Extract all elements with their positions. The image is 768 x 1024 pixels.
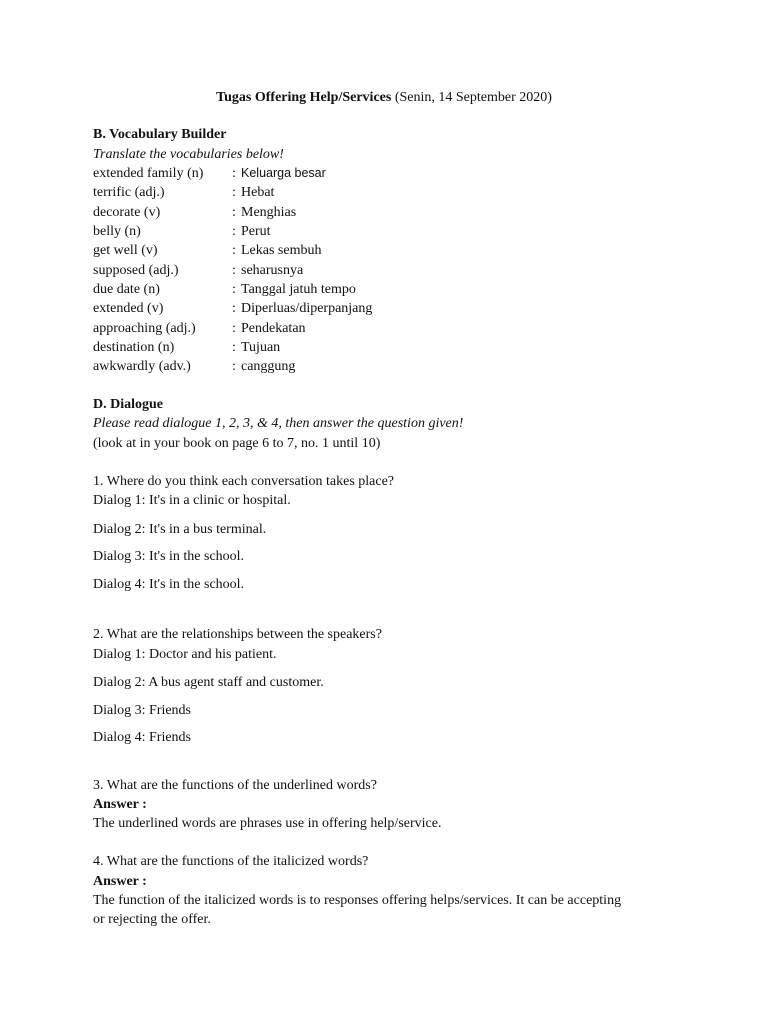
answer-text: The underlined words are phrases use in offering help/service.	[93, 816, 442, 831]
vocab-colon: :	[232, 205, 236, 220]
answer-line: Dialog 2: A bus agent staff and customer.	[93, 675, 324, 690]
vocab-translation: Tanggal jatuh tempo	[241, 282, 356, 297]
vocab-translation: Keluarga besar	[241, 166, 326, 180]
vocab-colon: :	[232, 263, 236, 278]
question-4: 4. What are the functions of the italicized words?	[93, 854, 369, 869]
vocab-translation: Lekas sembuh	[241, 243, 322, 258]
vocab-translation: Hebat	[241, 185, 275, 200]
vocab-term: belly (n)	[93, 224, 141, 239]
vocab-translation: canggung	[241, 359, 296, 374]
answer-line: Dialog 3: Friends	[93, 703, 191, 718]
vocab-colon: :	[232, 359, 236, 374]
question-3: 3. What are the functions of the underlined words?	[93, 778, 377, 793]
vocab-colon: :	[232, 185, 236, 200]
vocab-term: due date (n)	[93, 282, 160, 297]
vocab-term: supposed (adj.)	[93, 263, 179, 278]
vocab-colon: :	[232, 224, 236, 239]
vocab-translation: Tujuan	[241, 340, 281, 355]
page-title	[0, 88, 768, 107]
vocab-term: get well (v)	[93, 243, 158, 258]
dialogue-note: (look at in your book on page 6 to 7, no. 1 until 10)	[93, 436, 381, 451]
vocab-colon: :	[232, 166, 236, 181]
vocab-translation: Pendekatan	[241, 321, 306, 336]
answer-line: Dialog 1: Doctor and his patient.	[93, 647, 277, 662]
question-1: 1. Where do you think each conversation takes place?	[93, 474, 395, 489]
answer-line: Dialog 1: It's in a clinic or hospital.	[93, 493, 291, 508]
title-bold: Tugas Offering Help/Services	[216, 90, 392, 105]
vocab-colon: :	[232, 301, 236, 316]
vocab-translation: seharusnya	[241, 263, 304, 278]
vocab-term: extended family (n)	[93, 166, 204, 181]
answer-label: Answer :	[93, 874, 147, 889]
dialogue-heading: D. Dialogue	[93, 397, 163, 412]
vocab-translation: Diperluas/diperpanjang	[241, 301, 373, 316]
question-2: 2. What are the relationships between the speakers?	[93, 627, 382, 642]
dialogue-instruction: Please read dialogue 1, 2, 3, & 4, then answer the question given!	[93, 416, 464, 431]
answer-text: The function of the italicized words is to responses offering helps/services. It can be accepting or rejecting the offer.	[93, 893, 622, 927]
vocab-term: decorate (v)	[93, 205, 161, 220]
vocab-term: awkwardly (adv.)	[93, 359, 191, 374]
vocab-colon: :	[232, 321, 236, 336]
vocab-colon: :	[232, 340, 236, 355]
vocab-translation: Menghias	[241, 205, 297, 220]
vocab-translation: Perut	[241, 224, 271, 239]
vocab-term: terrific (adj.)	[93, 185, 165, 200]
answer-line: Dialog 4: Friends	[93, 730, 191, 745]
vocab-heading: B. Vocabulary Builder	[93, 127, 227, 142]
vocab-colon: :	[232, 243, 236, 258]
vocab-term: extended (v)	[93, 301, 164, 316]
answer-line: Dialog 3: It's in the school.	[93, 549, 245, 564]
answer-line: Dialog 4: It's in the school.	[93, 577, 245, 592]
title-date: (Senin, 14 September 2020)	[391, 90, 552, 105]
vocab-term: approaching (adj.)	[93, 321, 196, 336]
answer-label: Answer :	[93, 797, 147, 812]
vocab-instruction: Translate the vocabularies below!	[93, 147, 284, 162]
vocab-colon: :	[232, 282, 236, 297]
answer-line: Dialog 2: It's in a bus terminal.	[93, 522, 267, 537]
vocab-term: destination (n)	[93, 340, 175, 355]
